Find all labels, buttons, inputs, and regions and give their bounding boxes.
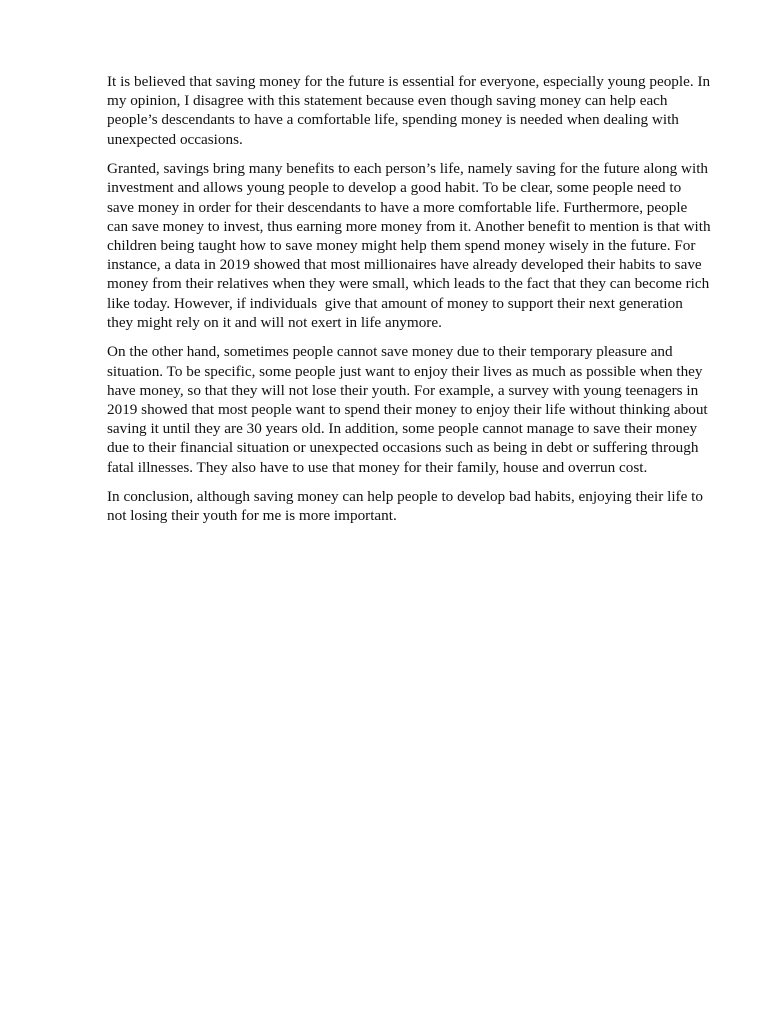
paragraph-conclusion: In conclusion, although saving money can help people to develop bad habits, enjoying their life to not losing their youth for me is more important.	[107, 488, 707, 525]
document-body	[107, 72, 715, 536]
paragraph-counterpoint: On the other hand, sometimes people cannot save money due to their temporary pleasure and situation. To be specific, some people just want to enjoy their lives as much as possible when they have money, so that they will not lose their youth. For example, a survey with young teenagers in 2019 showed that most people want to spend their money to enjoy their life without thinking about saving it until they are 30 years old. In addition, some people cannot manage to save their money due to their financial situation or unexpected occasions such as being in debt or suffering through fatal illnesses. They also have to use that money for their family, house and overrun cost.	[107, 343, 712, 476]
paragraph-introduction: It is believed that saving money for the future is essential for everyone, especially young people. In my opinion, I disagree with this statement because even though saving money can help each people’s descendants to have a comfortable life, spending money is needed when dealing with unexpected occasions.	[107, 73, 714, 148]
paragraph-benefits: Granted, savings bring many benefits to each person’s life, namely saving for the future along with investment and allows young people to develop a good habit. To be clear, some people need to save money in order for their descendants to have a more comfortable life. Furthermore, people can save money to invest, thus earning more money from it. Another benefit to mention is that with children being taught how to save money might help them spend money wisely in the future. For instance, a data in 2019 showed that most millionaires have already developed their habits to save money from their relatives when they were small, which leads to the fact that they can become rich like today. However, if individuals give that amount of money to support their next generation they might rely on it and will not exert in life anymore.	[107, 160, 715, 331]
